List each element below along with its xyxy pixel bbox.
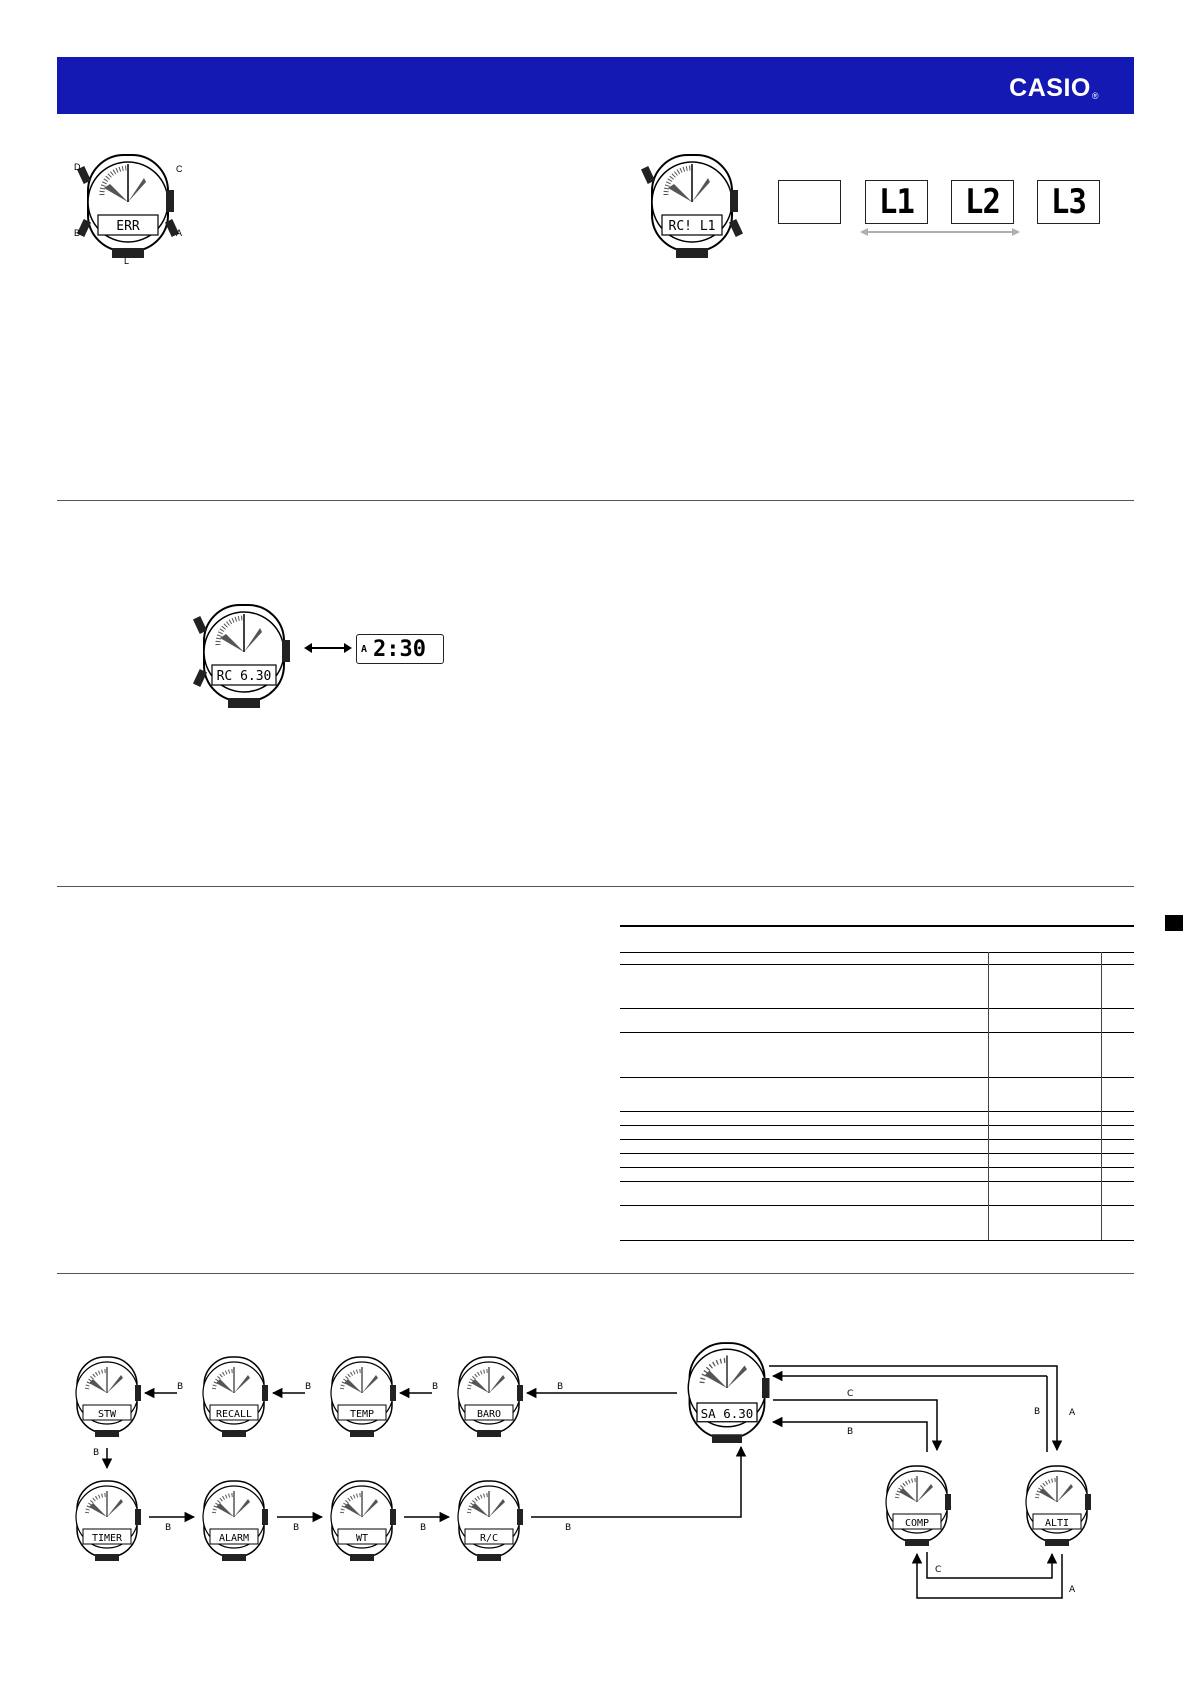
mode-watch-stw bbox=[76, 1357, 141, 1437]
mode-watch-alarm bbox=[203, 1481, 268, 1561]
svg-text:COMP: COMP bbox=[904, 1518, 930, 1529]
watch-body bbox=[77, 155, 179, 258]
lcd-time-value: 2:30 bbox=[373, 636, 427, 662]
lcd-option-l2: L2 bbox=[951, 180, 1014, 224]
mode-watch-recall bbox=[203, 1357, 268, 1437]
brand-logo: CASIO® bbox=[1009, 74, 1099, 102]
divider-2 bbox=[57, 886, 1134, 887]
toggle-arrow bbox=[304, 642, 352, 654]
svg-text:BARO: BARO bbox=[476, 1409, 502, 1420]
svg-text:ALTI: ALTI bbox=[1044, 1518, 1070, 1529]
mode-watch-baro bbox=[458, 1357, 523, 1437]
lcd-option-l3: L3 bbox=[1037, 180, 1100, 224]
svg-text:TIMER: TIMER bbox=[91, 1533, 123, 1544]
mode-watch-comp bbox=[886, 1466, 951, 1546]
watch-recall-date bbox=[182, 600, 307, 715]
svg-text:ALARM: ALARM bbox=[218, 1533, 250, 1544]
lcd-time-display bbox=[356, 634, 444, 664]
mode-watch-main bbox=[688, 1343, 769, 1443]
watch-recall-lcd: RC! L1 bbox=[668, 219, 716, 234]
svg-text:C: C bbox=[847, 1389, 854, 1399]
watch-error-lcd: ERR bbox=[116, 219, 140, 234]
side-tab-marker bbox=[1165, 915, 1183, 931]
svg-text:C: C bbox=[935, 1565, 942, 1575]
divider-3 bbox=[57, 1273, 1134, 1274]
svg-text:B: B bbox=[847, 1427, 854, 1437]
watch-recall-date-lcd: RC 6.30 bbox=[216, 669, 272, 684]
mode-watch-rc bbox=[458, 1481, 523, 1561]
button-d-label: D bbox=[74, 162, 81, 172]
svg-text:WT: WT bbox=[355, 1533, 369, 1544]
svg-text:A: A bbox=[1069, 1408, 1076, 1418]
svg-text:B: B bbox=[1034, 1407, 1041, 1417]
svg-text:B: B bbox=[165, 1523, 172, 1533]
mode-watch-alti bbox=[1026, 1466, 1091, 1546]
lcd-alarm-indicator: A bbox=[361, 643, 368, 655]
svg-text:B: B bbox=[305, 1382, 312, 1392]
svg-text:B: B bbox=[93, 1448, 100, 1458]
watch-error bbox=[66, 150, 191, 265]
lcd-option-l1: L1 bbox=[865, 180, 928, 224]
svg-text:B: B bbox=[420, 1523, 427, 1533]
header-bar bbox=[57, 57, 1134, 114]
svg-text:SA 6.30: SA 6.30 bbox=[700, 1406, 754, 1421]
svg-text:R/C: R/C bbox=[479, 1533, 499, 1544]
svg-text:B: B bbox=[432, 1382, 439, 1392]
svg-text:B: B bbox=[293, 1523, 300, 1533]
button-c-label: C bbox=[176, 164, 183, 174]
svg-text:RECALL: RECALL bbox=[215, 1409, 253, 1420]
svg-text:B: B bbox=[565, 1523, 572, 1533]
divider-1 bbox=[57, 500, 1134, 501]
button-a-label: A bbox=[176, 228, 183, 238]
mode-flow-diagram bbox=[57, 1340, 1137, 1620]
svg-text:B: B bbox=[557, 1382, 564, 1392]
svg-text:STW: STW bbox=[97, 1409, 117, 1420]
button-l-label: L bbox=[124, 256, 130, 266]
button-b-label: B bbox=[74, 228, 81, 238]
svg-text:TEMP: TEMP bbox=[349, 1409, 375, 1420]
mode-watch-wt bbox=[331, 1481, 396, 1561]
svg-text:B: B bbox=[177, 1382, 184, 1392]
watch-recall-level bbox=[630, 150, 755, 265]
lcd-cycle-arrow bbox=[860, 226, 1020, 238]
svg-text:A: A bbox=[1069, 1585, 1076, 1595]
lcd-option-blank bbox=[778, 180, 841, 224]
mode-watch-temp bbox=[331, 1357, 396, 1437]
mode-watch-timer bbox=[76, 1481, 141, 1561]
